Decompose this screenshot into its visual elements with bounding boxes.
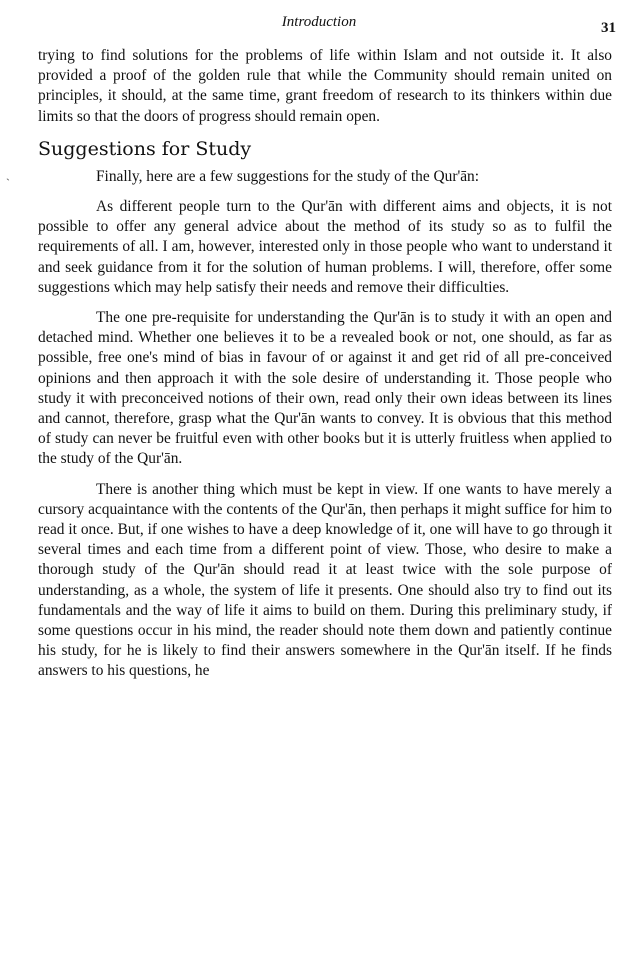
margin-mark: ` (6, 176, 10, 190)
page-number: 31 (601, 20, 616, 36)
page-body (38, 46, 612, 682)
running-header-title: Introduction (281, 14, 357, 30)
section-heading: Suggestions for Study (38, 137, 252, 160)
continued-paragraph: trying to find solutions for the problems of life within Islam and not outside it. It also provided a proof of the golden rule that while the Community should remain united on principles, it should, at the same time, grant freedom of research to its thinkers within due limits so that the doors of progress should remain open. (38, 47, 612, 125)
paragraph-prerequisite: The one pre-requisite for understanding the Qur'ān is to study it with an open and detached mind. Whether one believes it to be a revealed book or not, one should, as far as possible, free one's mind of bias in favour of or against it and get rid of all pre-conceived opinions and then approach it with the sole desire of understanding it. Those people who study it with preconceived notions of their own, read only their own ideas between its lines and cannot, therefore, grasp what the Qur'ān wants to convey. It is obvious that this method of study can never be fruitful even with other books but it is utterly fruitless when applied to the study of the Qur'ān. (38, 309, 612, 468)
paragraph-another-thing: There is another thing which must be kept in view. If one wants to have merely a cursory acquaintance with the contents of the Qur'ān, then perhaps it might suffice for him to read it once. But, if one wishes to have a deep knowledge of it, one will have to go through it several times and each time from a different point of view. Those, who desire to make a thorough study of the Qur'ān should read it at least twice with the sole purpose of understanding, as a whole, the system of life it presents. One should also try to find out its fundamentals and the way of life it aims to build on them. During this preliminary study, if some questions occur in his mind, the reader should note them down and patiently continue his study, for he is likely to find their answers somewhere in the Qur'ān itself. If he finds answers to his questions, he (38, 480, 612, 680)
paragraph-different-people: As different people turn to the Qur'ān with different aims and objects, it is not possible to offer any general advice about the method of its study so as to fulfil the requirements of all. I am, however, interested only in those people who want to understand it and seek guidance from it for the solution of human problems. I will, therefore, offer some suggestions which may help satisfy their needs and remove their difficulties. (38, 198, 612, 296)
paragraph-finally: Finally, here are a few suggestions for the study of the Qur'ān: (96, 167, 480, 185)
